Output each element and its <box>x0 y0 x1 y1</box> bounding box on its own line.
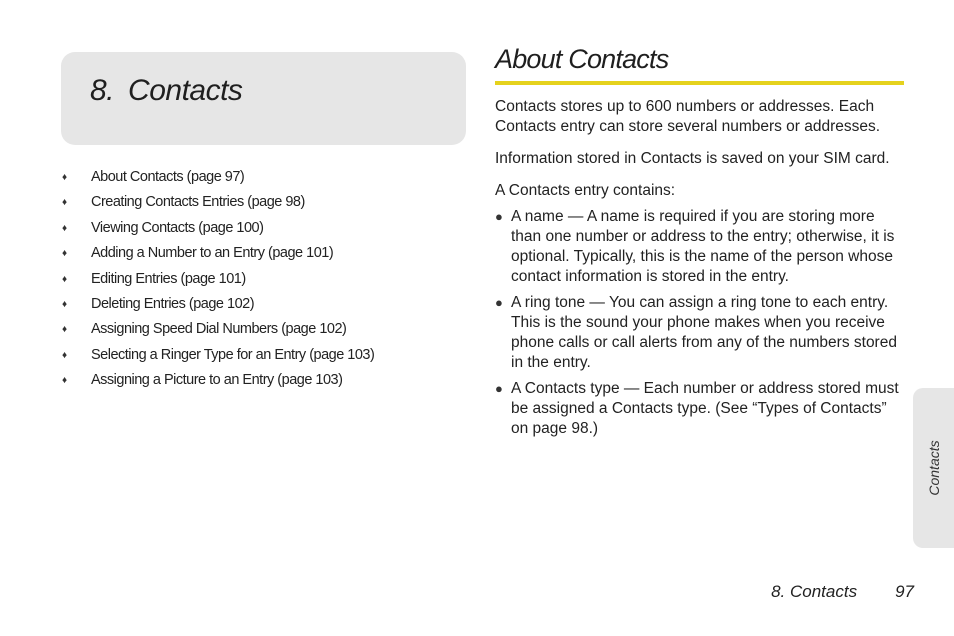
round-bullet-icon: ● <box>495 381 503 396</box>
toc-item-label: About Contacts (page 97) <box>91 169 245 185</box>
diamond-bullet-icon: ♦ <box>62 248 67 260</box>
toc-item-label: Creating Contacts Entries (page 98) <box>91 194 305 211</box>
chapter-title <box>90 74 242 108</box>
toc-item[interactable] <box>62 219 462 244</box>
footer-page-number: 97 <box>895 582 914 601</box>
round-bullet-icon: ● <box>495 209 503 224</box>
side-chapter-tab <box>913 388 954 548</box>
chapter-header-panel <box>61 52 466 145</box>
chapter-title-text: Contacts <box>128 74 243 107</box>
round-bullet-icon: ● <box>495 295 503 310</box>
page-footer <box>771 582 914 602</box>
diamond-bullet-icon: ♦ <box>62 222 67 234</box>
about-contacts-section <box>495 40 905 445</box>
toc-item-label: Editing Entries (page 101) <box>91 270 246 287</box>
side-tab-label: Contacts <box>925 440 942 496</box>
toc-item-label: Assigning Speed Dial Numbers (page 102) <box>91 321 347 338</box>
body-paragraph: A Contacts entry contains: <box>495 182 676 199</box>
body-paragraph: Contacts stores up to 600 numbers or addresses. Each Contacts entry can store several numbers or addresses. <box>495 98 881 135</box>
toc-item-label: Selecting a Ringer Type for an Entry (page 103) <box>91 346 375 363</box>
toc-item[interactable] <box>62 346 462 371</box>
toc-item[interactable] <box>62 168 462 193</box>
toc-item[interactable] <box>62 371 462 396</box>
diamond-bullet-icon: ♦ <box>62 172 67 183</box>
toc-item[interactable] <box>62 295 462 320</box>
list-item <box>495 379 905 439</box>
list-item-text: A ring tone — You can assign a ring tone to each entry. This is the sound your phone makes when you receive phone calls or call alerts from any of the numbers stored in the entry. <box>511 294 897 371</box>
entry-contents-list <box>495 207 905 439</box>
toc-item-label: Deleting Entries (page 102) <box>91 295 255 312</box>
section-title: About Contacts <box>495 44 669 74</box>
toc-item-label: Adding a Number to an Entry (page 101) <box>91 245 334 262</box>
toc-item[interactable] <box>62 193 462 218</box>
list-item <box>495 207 905 287</box>
toc-item-label: Assigning a Picture to an Entry (page 103) <box>91 372 343 389</box>
section-title-rule <box>495 81 904 85</box>
toc-item[interactable] <box>62 320 462 345</box>
toc-item[interactable] <box>62 270 462 295</box>
diamond-bullet-icon: ♦ <box>62 324 67 336</box>
list-item <box>495 293 905 373</box>
footer-section-name: 8. Contacts <box>771 582 858 601</box>
diamond-bullet-icon: ♦ <box>62 375 67 387</box>
diamond-bullet-icon: ♦ <box>62 349 67 361</box>
toc-item[interactable] <box>62 244 462 269</box>
body-paragraph: Information stored in Contacts is saved on your SIM card. <box>495 150 890 167</box>
diamond-bullet-icon: ♦ <box>62 273 67 285</box>
chapter-number: 8. <box>90 74 115 107</box>
chapter-toc <box>62 168 462 397</box>
toc-item-label: Viewing Contacts (page 100) <box>91 219 264 236</box>
diamond-bullet-icon: ♦ <box>62 298 67 310</box>
list-item-text: A Contacts type — Each number or address stored must be assigned a Contacts type. (See “Types of Contacts” on page 98.) <box>511 380 899 437</box>
diamond-bullet-icon: ♦ <box>62 197 67 209</box>
list-item-text: A name — A name is required if you are storing more than one number or address to the entry; otherwise, it is optional. Typically, this is the name of the person whose contact information is stored in the entry. <box>511 208 895 285</box>
